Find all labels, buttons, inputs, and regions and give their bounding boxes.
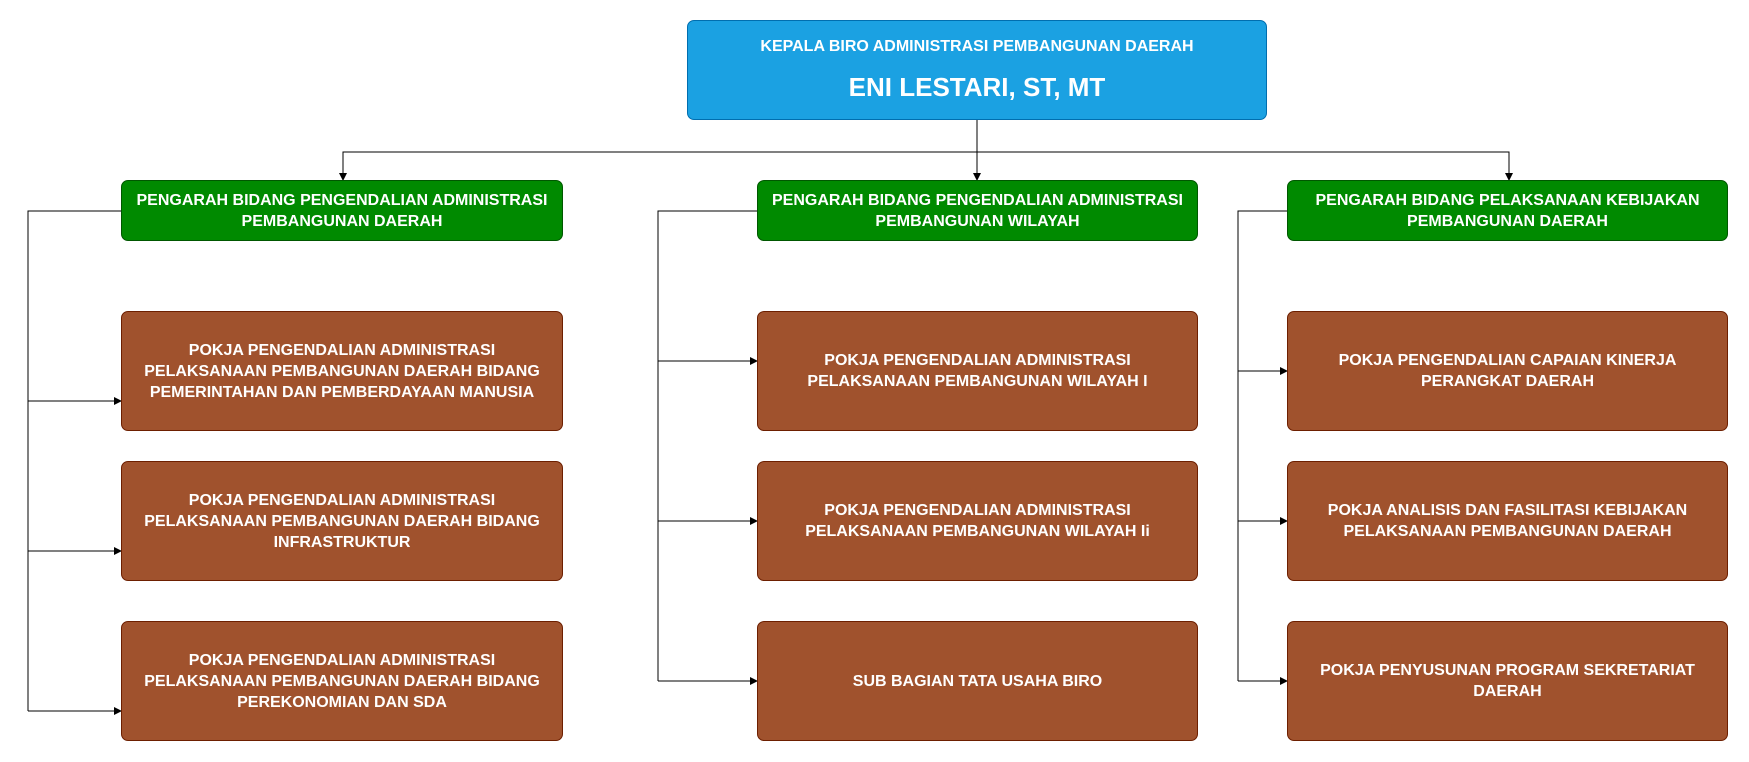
director-box-2: PENGARAH BIDANG PENGENDALIAN ADMINISTRASI PEMBANGUNAN WILAYAH bbox=[757, 180, 1198, 241]
connector-col1-trunk bbox=[28, 211, 121, 711]
connector-head-to-director-1 bbox=[343, 120, 977, 180]
unit-box-2-1: POKJA PENGENDALIAN ADMINISTRASI PELAKSANAAN PEMBANGUNAN WILAYAH I bbox=[757, 311, 1198, 431]
head-name: ENI LESTARI, ST, MT bbox=[848, 72, 1106, 102]
connector-head-to-director-3 bbox=[977, 120, 1509, 180]
unit-box-2-2: POKJA PENGENDALIAN ADMINISTRASI PELAKSANAAN PEMBANGUNAN WILAYAH Ii bbox=[757, 461, 1198, 581]
director-box-3: PENGARAH BIDANG PELAKSANAAN KEBIJAKAN PEMBANGUNAN DAERAH bbox=[1287, 180, 1728, 241]
head-title: KEPALA BIRO ADMINISTRASI PEMBANGUNAN DAERAH bbox=[760, 38, 1194, 55]
connector-col2-trunk bbox=[658, 211, 757, 681]
head-box bbox=[687, 20, 1267, 120]
unit-box-3-3: POKJA PENYUSUNAN PROGRAM SEKRETARIAT DAERAH bbox=[1287, 621, 1728, 741]
unit-box-2-3: SUB BAGIAN TATA USAHA BIRO bbox=[757, 621, 1198, 741]
director-box-1: PENGARAH BIDANG PENGENDALIAN ADMINISTRASI PEMBANGUNAN DAERAH bbox=[121, 180, 563, 241]
unit-box-1-3: POKJA PENGENDALIAN ADMINISTRASI PELAKSANAAN PEMBANGUNAN DAERAH BIDANG PEREKONOMIAN DAN SDA bbox=[121, 621, 563, 741]
unit-box-1-1: POKJA PENGENDALIAN ADMINISTRASI PELAKSANAAN PEMBANGUNAN DAERAH BIDANG PEMERINTAHAN DAN PEMBERDAYAAN MANUSIA bbox=[121, 311, 563, 431]
connector-col3-trunk bbox=[1238, 211, 1287, 681]
unit-box-1-2: POKJA PENGENDALIAN ADMINISTRASI PELAKSANAAN PEMBANGUNAN DAERAH BIDANG INFRASTRUKTUR bbox=[121, 461, 563, 581]
unit-box-3-1: POKJA PENGENDALIAN CAPAIAN KINERJA PERANGKAT DAERAH bbox=[1287, 311, 1728, 431]
unit-box-3-2: POKJA ANALISIS DAN FASILITASI KEBIJAKAN PELAKSANAAN PEMBANGUNAN DAERAH bbox=[1287, 461, 1728, 581]
